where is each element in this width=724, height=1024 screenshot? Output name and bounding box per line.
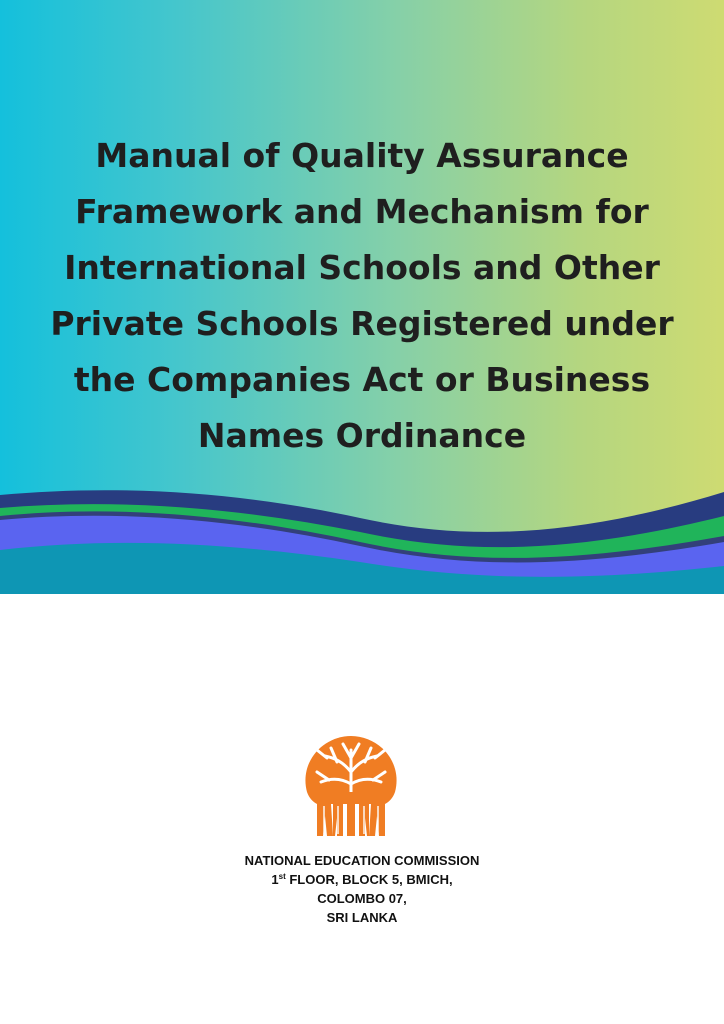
document-title <box>20 128 704 464</box>
title-line: Names Ordinance <box>197 416 527 455</box>
publisher-address <box>162 851 562 927</box>
address-line-city: COLOMBO 07, <box>317 891 407 906</box>
address-line-floor <box>162 870 562 889</box>
address-line-country: SRI LANKA <box>326 910 398 925</box>
title-line: Manual of Quality Assurance <box>95 136 629 175</box>
publisher-name: NATIONAL EDUCATION COMMISSION <box>244 853 480 868</box>
decorative-waves <box>0 470 724 594</box>
floor-rest: FLOOR, BLOCK 5, BMICH, <box>285 872 453 887</box>
floor-suffix: st <box>278 872 286 881</box>
floor-number: 1 <box>271 872 279 887</box>
title-line: the Companies Act or Business <box>73 360 651 399</box>
title-line: International Schools and Other <box>64 248 660 287</box>
tree-logo-icon <box>297 732 405 838</box>
title-line: Private Schools Registered under <box>50 304 674 343</box>
title-line: Framework and Mechanism for <box>75 192 649 231</box>
